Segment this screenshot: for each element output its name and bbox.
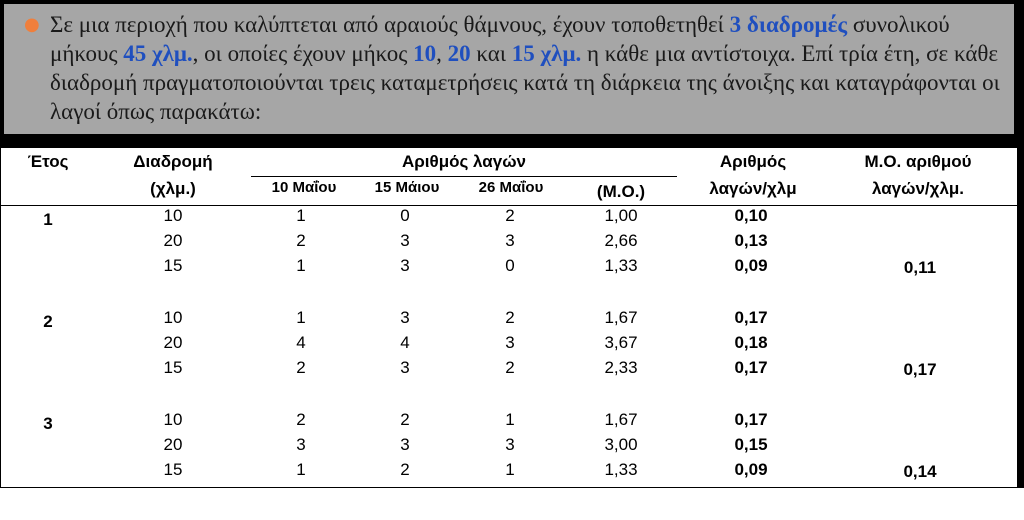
cell-route: 10: [163, 206, 183, 225]
intro-text-6: η κάθε μια αντίστοιχα. Επί τρία έτη, σε κάθε διαδρομή πραγματοποιούνται τρεις καταμετρήσεις κατά τη διάρκεια της άνοιξης και καταγράφονται οι λαγοί όπως παρακάτω:: [50, 41, 1000, 124]
intro-highlight-len1: 10: [413, 41, 437, 66]
cell-mean: 1,67: [604, 410, 638, 429]
cell-count-2: 4: [400, 333, 410, 352]
intro-text-5: και: [470, 41, 512, 66]
cell-year: 1: [43, 210, 53, 229]
intro-highlight-len2: 20: [447, 41, 471, 66]
cell-count-1: 2: [296, 410, 306, 429]
cell-count-2: 2: [400, 460, 410, 479]
cell-mean: 3,67: [604, 333, 638, 352]
cell-year-avg: 0,14: [903, 462, 937, 481]
cell-count-2: 3: [400, 256, 410, 275]
cell-count-1: 1: [296, 206, 306, 225]
header-perkm-unit: λαγών/χλμ: [709, 179, 797, 198]
intro-textbox: [0, 0, 1024, 148]
cell-count-1: 2: [296, 231, 306, 250]
cell-count-3: 2: [505, 358, 515, 377]
header-route-unit: (χλμ.): [150, 179, 196, 198]
cell-mean: 2,66: [604, 231, 638, 250]
cell-route: 10: [163, 308, 183, 327]
cell-year: 3: [43, 414, 53, 433]
cell-perkm: 0,09: [734, 256, 768, 275]
cell-year-avg: 0,11: [903, 258, 937, 277]
cell-count-3: 3: [505, 231, 515, 250]
cell-perkm: 0,18: [734, 333, 768, 352]
cell-mean: 1,00: [604, 206, 638, 225]
cell-count-1: 3: [296, 435, 306, 454]
bullet-icon: ●: [24, 14, 40, 35]
cell-count-1: 1: [296, 460, 306, 479]
header-perkm: Αριθμός: [719, 152, 787, 171]
cell-count-3: 3: [505, 435, 515, 454]
intro-paragraph: [50, 10, 1016, 126]
intro-text-1: Σε μια περιοχή που καλύπτεται από αραιούς θάμνους, έχουν τοποθετηθεί: [50, 12, 730, 37]
cell-mean: 1,33: [604, 256, 638, 275]
cell-mean: 1,33: [604, 460, 638, 479]
cell-perkm: 0,17: [734, 308, 768, 327]
cell-perkm: 0,15: [734, 435, 768, 454]
header-underline: [251, 176, 677, 177]
hares-table: [0, 148, 1018, 488]
cell-year: 2: [43, 312, 53, 331]
cell-count-1: 2: [296, 358, 306, 377]
intro-panel: [4, 4, 1014, 134]
cell-route: 20: [163, 435, 183, 454]
header-route: Διαδρομή: [133, 152, 213, 171]
header-date-1: 10 Μαΐου: [271, 179, 337, 196]
cell-route: 20: [163, 333, 183, 352]
cell-route: 10: [163, 410, 183, 429]
intro-highlight-total: 45 χλμ.: [123, 41, 193, 66]
cell-perkm: 0,09: [734, 460, 768, 479]
cell-count-3: 2: [505, 206, 515, 225]
cell-count-3: 2: [505, 308, 515, 327]
right-border-bar: [1018, 148, 1024, 488]
cell-count-2: 3: [400, 358, 410, 377]
intro-text-2: συνολικού μήκους: [50, 12, 950, 66]
header-date-3: 26 Μαΐου: [478, 179, 544, 196]
cell-count-1: 4: [296, 333, 306, 352]
cell-count-1: 1: [296, 256, 306, 275]
cell-route: 15: [163, 460, 183, 479]
cell-count-2: 0: [400, 206, 410, 225]
cell-mean: 3,00: [604, 435, 638, 454]
header-avg: Μ.Ο. αριθμού: [864, 152, 972, 171]
cell-count-2: 2: [400, 410, 410, 429]
cell-perkm: 0,10: [734, 206, 768, 225]
intro-text-4: ,: [436, 41, 448, 66]
cell-perkm: 0,17: [734, 410, 768, 429]
cell-count-2: 3: [400, 308, 410, 327]
header-mean: (Μ.Ο.): [596, 182, 646, 201]
cell-year-avg: 0,17: [903, 360, 937, 379]
cell-mean: 2,33: [604, 358, 638, 377]
intro-highlight-len3: 15 χλμ.: [511, 41, 582, 66]
cell-route: 20: [163, 231, 183, 250]
header-year: Έτος: [27, 152, 69, 171]
cell-count-3: 3: [505, 333, 515, 352]
header-avg-unit: λαγών/χλμ.: [871, 179, 965, 198]
header-hares: Αριθμός λαγών: [401, 152, 527, 171]
intro-text-3: , οι οποίες έχουν μήκος: [192, 41, 414, 66]
cell-count-2: 3: [400, 231, 410, 250]
cell-count-3: 1: [505, 460, 515, 479]
cell-route: 15: [163, 358, 183, 377]
cell-perkm: 0,17: [734, 358, 768, 377]
cell-route: 15: [163, 256, 183, 275]
cell-count-3: 1: [505, 410, 515, 429]
cell-count-3: 0: [505, 256, 515, 275]
cell-mean: 1,67: [604, 308, 638, 327]
intro-highlight-routes: 3 διαδρομές: [729, 12, 848, 37]
cell-count-1: 1: [296, 308, 306, 327]
cell-perkm: 0,13: [734, 231, 768, 250]
cell-count-2: 3: [400, 435, 410, 454]
header-date-2: 15 Μάιου: [374, 179, 440, 196]
